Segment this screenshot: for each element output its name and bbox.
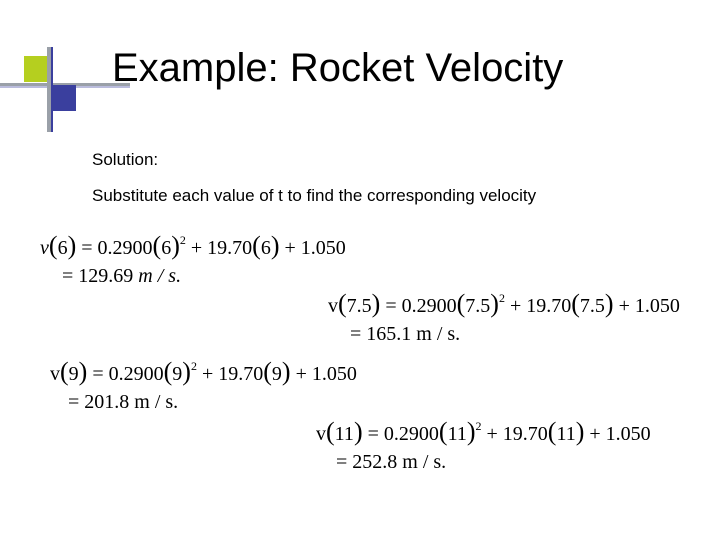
slide-title: Example: Rocket Velocity xyxy=(112,46,564,90)
instruction-text: Substitute each value of t to find the corresponding velocity xyxy=(92,186,537,205)
equation-t7-5-line1: $v(7.5) = 0.2900(7.5)^2 + 19.70(7.5) + 1.050$ xyxy=(328,289,680,318)
decorative-vertical-line-shadow xyxy=(51,47,53,132)
equation-t11-line1: $v(11) = 0.2900(11)^2 + 19.70(11) + 1.050$ xyxy=(316,417,651,446)
decorative-blue-square xyxy=(50,85,76,111)
equation-t6-line1: $v(6) = 0.2900(6)^2 + 19.70(6) + 1.050$ xyxy=(40,231,346,260)
equation-t9-line1: $v(9) = 0.2900(9)^2 + 19.70(9) + 1.050$ xyxy=(50,357,357,386)
equation-t6-result: = 129.69 m / s. xyxy=(62,265,182,287)
solution-label: Solution: xyxy=(92,150,159,169)
equation-t9-result: = 201.8 m / s. xyxy=(68,391,179,413)
equation-t11-result: = 252.8 m / s. xyxy=(336,451,447,473)
equation-t7-5-result: = 165.1 m / s. xyxy=(350,323,461,345)
